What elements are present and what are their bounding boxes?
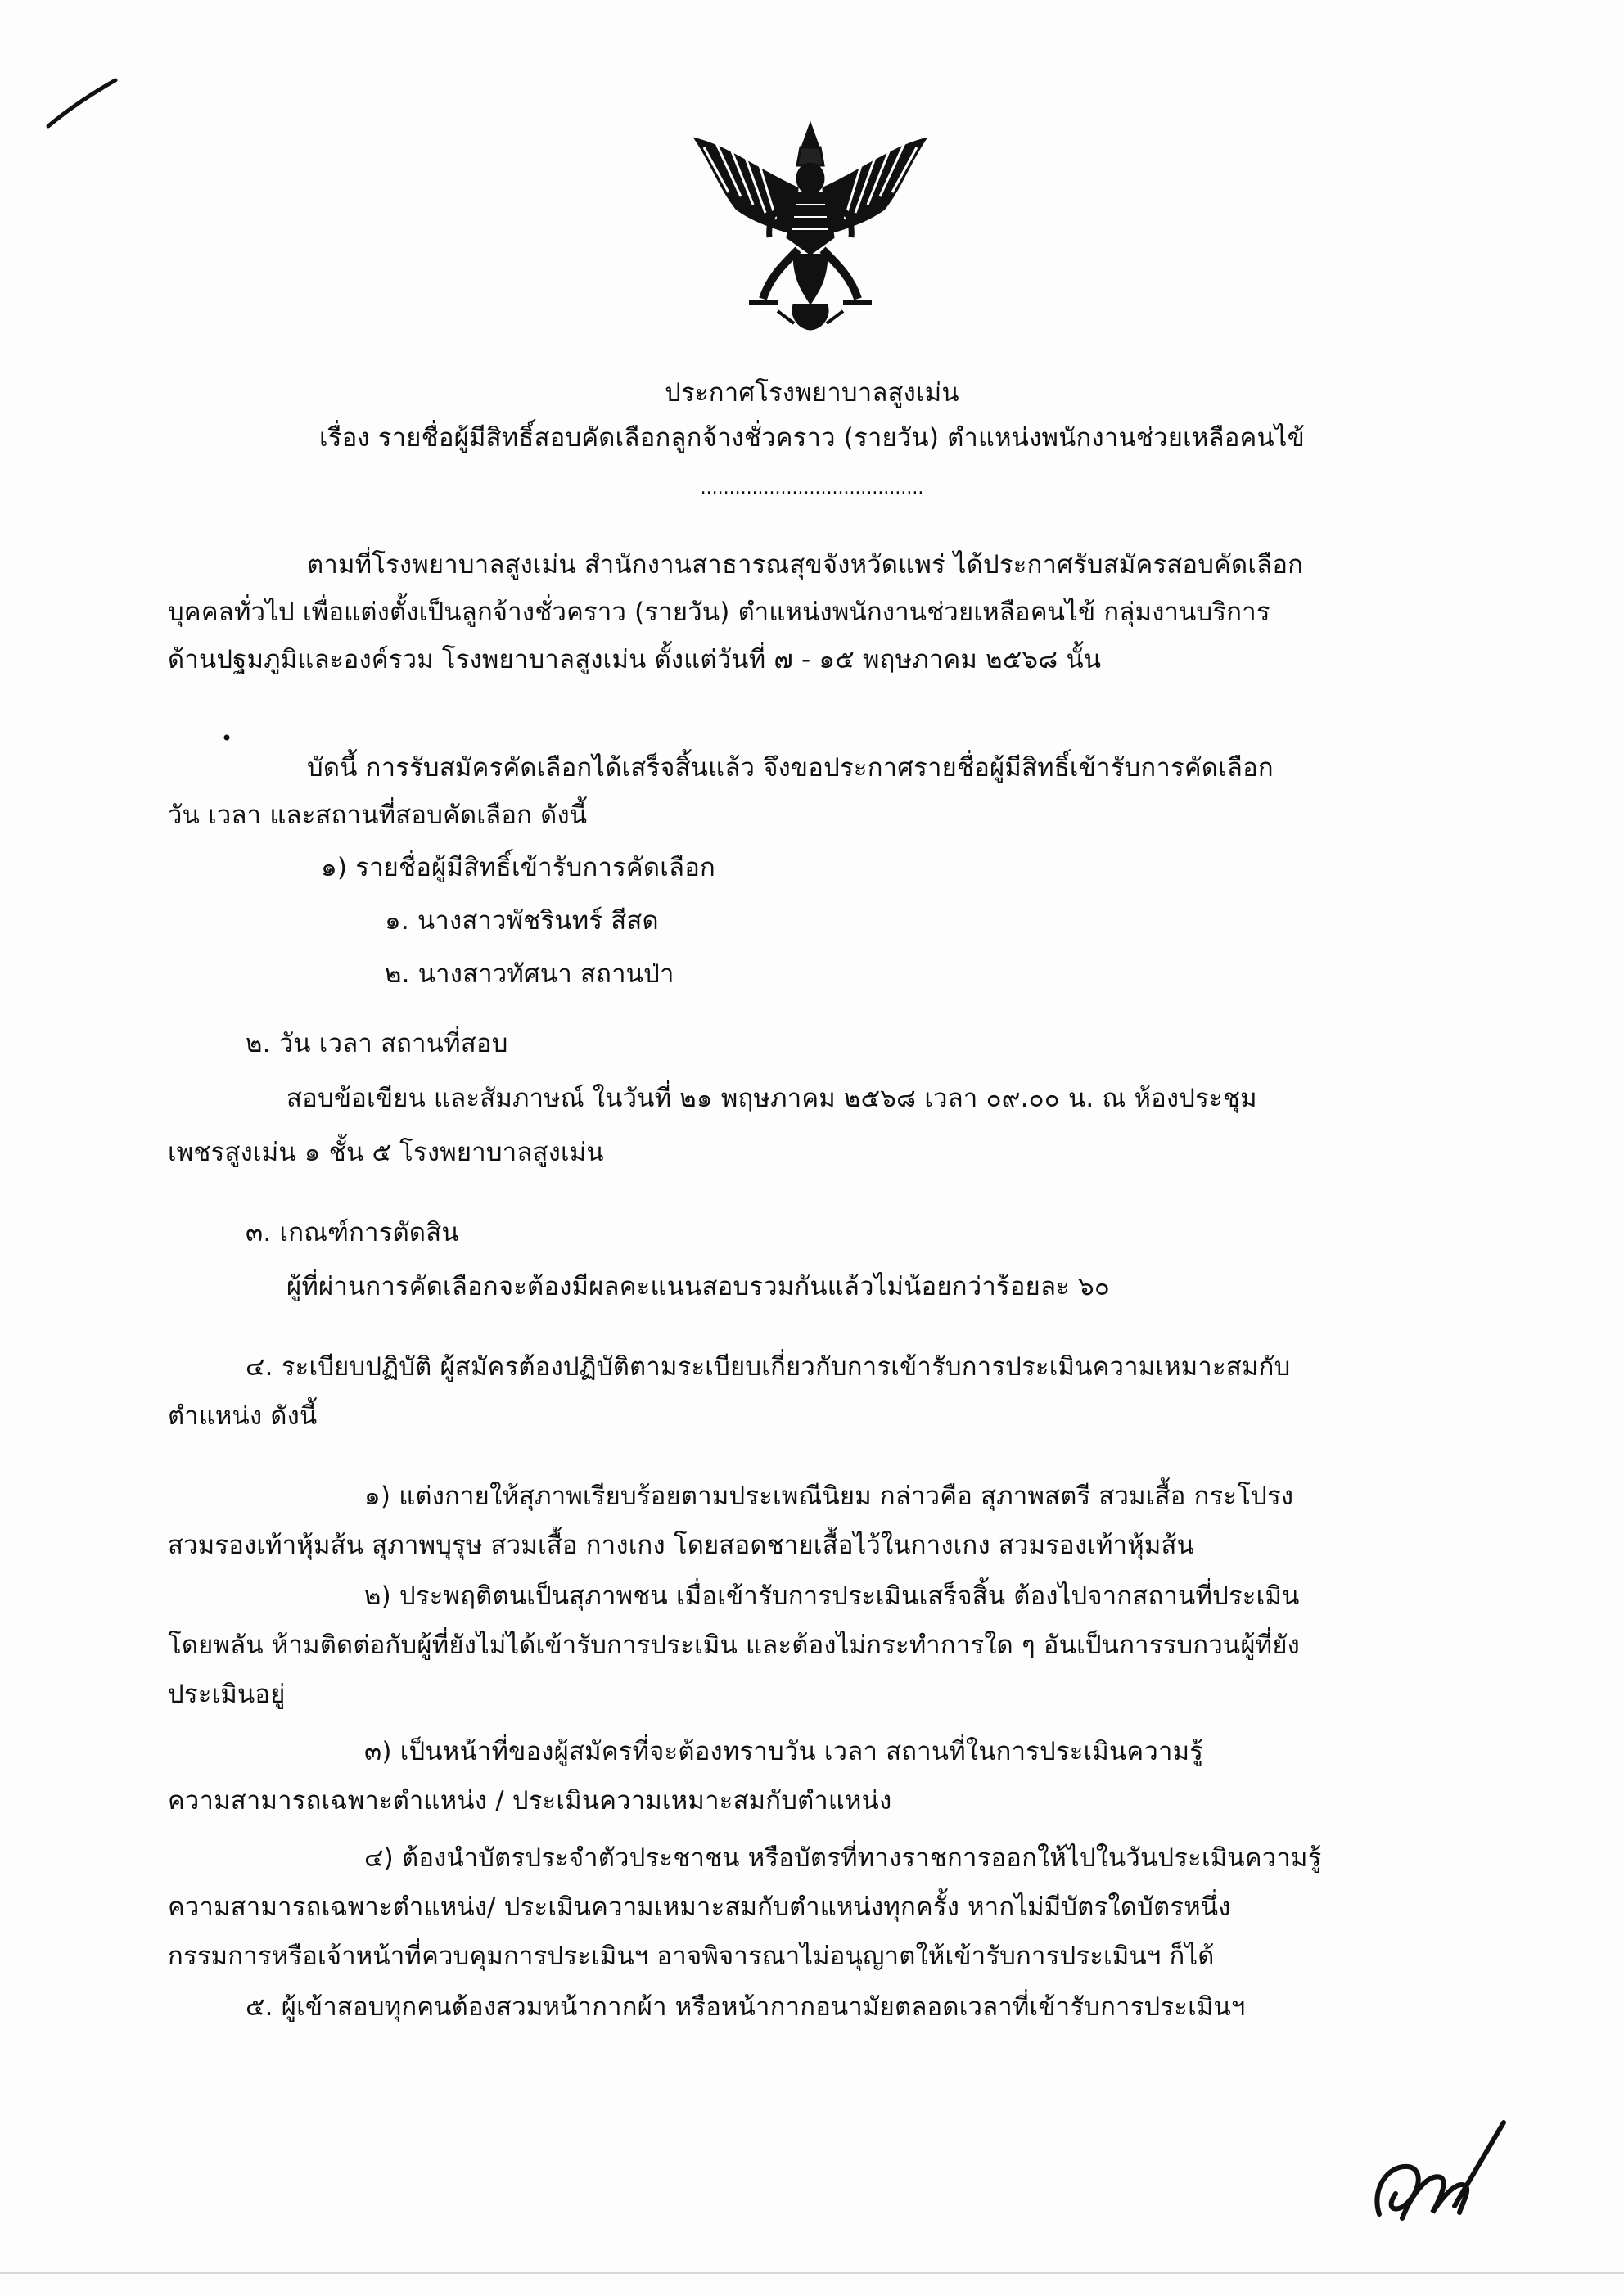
- rule-4-line-1: ๔) ต้องนำบัตรประจำตัวประชาชน หรือบัตรที่ทางราชการออกให้ไปในวันประเมินความรู้: [364, 1843, 1322, 1873]
- candidate-2: ๒. นางสาวทัศนา สถานป่า: [385, 959, 674, 989]
- section-3-line-1: ผู้ที่ผ่านการคัดเลือกจะต้องมีผลคะแนนสอบรวมกันแล้วไม่น้อยกว่าร้อยละ ๖๐: [286, 1272, 1111, 1301]
- announce-line-1: บัดนี้ การรับสมัครคัดเลือกได้เสร็จสิ้นแล้ว จึงขอประกาศรายชื่อผู้มีสิทธิ์เข้ารับการคัดเลือก: [307, 753, 1274, 783]
- rule-2-line-2: โดยพลัน ห้ามติดต่อกับผู้ที่ยังไม่ได้เข้ารับการประเมิน และต้องไม่กระทำการใด ๆ อันเป็นการรบกวนผู้ที่ยัง: [168, 1631, 1301, 1660]
- intro-line-1: ตามที่โรงพยาบาลสูงเม่น สำนักงานสาธารณสุขจังหวัดแพร่ ได้ประกาศรับสมัครสอบคัดเลือก: [307, 550, 1304, 580]
- candidate-1: ๑. นางสาวพัชรินทร์ สีสด: [385, 906, 659, 936]
- section-4-line-1: ๔. ระเบียบปฏิบัติ ผู้สมัครต้องปฏิบัติตามระเบียบเกี่ยวกับการเข้ารับการประเมินความเหมาะสมกับ: [246, 1352, 1291, 1382]
- rule-3-line-2: ความสามารถเฉพาะตำแหน่ง / ประเมินความเหมาะสมกับตำแหน่ง: [168, 1786, 892, 1816]
- intro-line-2: บุคคลทั่วไป เพื่อแต่งตั้งเป็นลูกจ้างชั่วคราว (รายวัน) ตำแหน่งพนักงานช่วยเหลือคนไข้ กลุ่มงานบริการ: [168, 598, 1270, 627]
- rule-4-line-2: ความสามารถเฉพาะตำแหน่ง/ ประเมินความเหมาะสมกับตำแหน่งทุกครั้ง หากไม่มีบัตรใดบัตรหนึ่ง: [168, 1892, 1231, 1922]
- announcement-title: ประกาศโรงพยาบาลสูงเม่น: [665, 378, 959, 408]
- rule-1-line-1: ๑) แต่งกายให้สุภาพเรียบร้อยตามประเพณีนิยม กล่าวคือ สุภาพสตรี สวมเสื้อ กระโปรง: [364, 1482, 1294, 1511]
- rule-3-line-1: ๓) เป็นหน้าที่ของผู้สมัครที่จะต้องทราบวัน เวลา สถานที่ในการประเมินความรู้: [364, 1737, 1204, 1766]
- rule-4-line-3: กรรมการหรือเจ้าหน้าที่ควบคุมการประเมินฯ อาจพิจารณาไม่อนุญาตให้เข้ารับการประเมินฯ ก็ได้: [168, 1942, 1215, 1971]
- pen-slash-mark: [45, 75, 119, 133]
- section-2-line-2: เพชรสูงเม่น ๑ ชั้น ๕ โรงพยาบาลสูงเม่น: [168, 1138, 604, 1167]
- section-2-heading: ๒. วัน เวลา สถานที่สอบ: [246, 1029, 508, 1058]
- garuda-emblem-icon: [671, 115, 950, 336]
- scan-edge-line: [0, 2272, 1624, 2274]
- section-3-heading: ๓. เกณฑ์การตัดสิน: [246, 1218, 459, 1247]
- announcement-subject: เรื่อง รายชื่อผู้มีสิทธิ์สอบคัดเลือกลูกจ้างชั่วคราว (รายวัน) ตำแหน่งพนักงานช่วยเหลือคนไข้: [318, 423, 1306, 453]
- section-5-line-1: ๕. ผู้เข้าสอบทุกคนต้องสวมหน้ากากผ้า หรือหน้ากากอนามัยตลอดเวลาที่เข้ารับการประเมินฯ: [246, 1992, 1246, 2022]
- intro-line-3: ด้านปฐมภูมิและองค์รวม โรงพยาบาลสูงเม่น ตั้งแต่วันที่ ๗ - ๑๕ พฤษภาคม ๒๕๖๘ นั้น: [168, 645, 1102, 674]
- announce-line-2: วัน เวลา และสถานที่สอบคัดเลือก ดังนี้: [168, 801, 588, 830]
- rule-1-line-2: สวมรองเท้าหุ้มส้น สุภาพบุรุษ สวมเสื้อ กางเกง โดยสอดชายเสื้อไว้ในกางเกง สวมรองเท้าหุ้มส้น: [168, 1531, 1195, 1560]
- stray-dot-mark: [223, 733, 231, 742]
- rule-2-line-1: ๒) ประพฤติตนเป็นสุภาพชน เมื่อเข้ารับการประเมินเสร็จสิ้น ต้องไปจากสถานที่ประเมิน: [364, 1581, 1300, 1611]
- section-2-line-1: สอบข้อเขียน และสัมภาษณ์ ในวันที่ ๒๑ พฤษภาคม ๒๕๖๘ เวลา ๐๙.๐๐ น. ณ ห้องประชุม: [286, 1084, 1257, 1113]
- section-1-heading: ๑) รายชื่อผู้มีสิทธิ์เข้ารับการคัดเลือก: [321, 853, 715, 882]
- signature-initials-mark: [1363, 2116, 1510, 2231]
- rule-2-line-3: ประเมินอยู่: [168, 1680, 286, 1709]
- header-divider: .......................................: [700, 478, 924, 498]
- section-4-line-2: ตำแหน่ง ดังนี้: [168, 1401, 318, 1431]
